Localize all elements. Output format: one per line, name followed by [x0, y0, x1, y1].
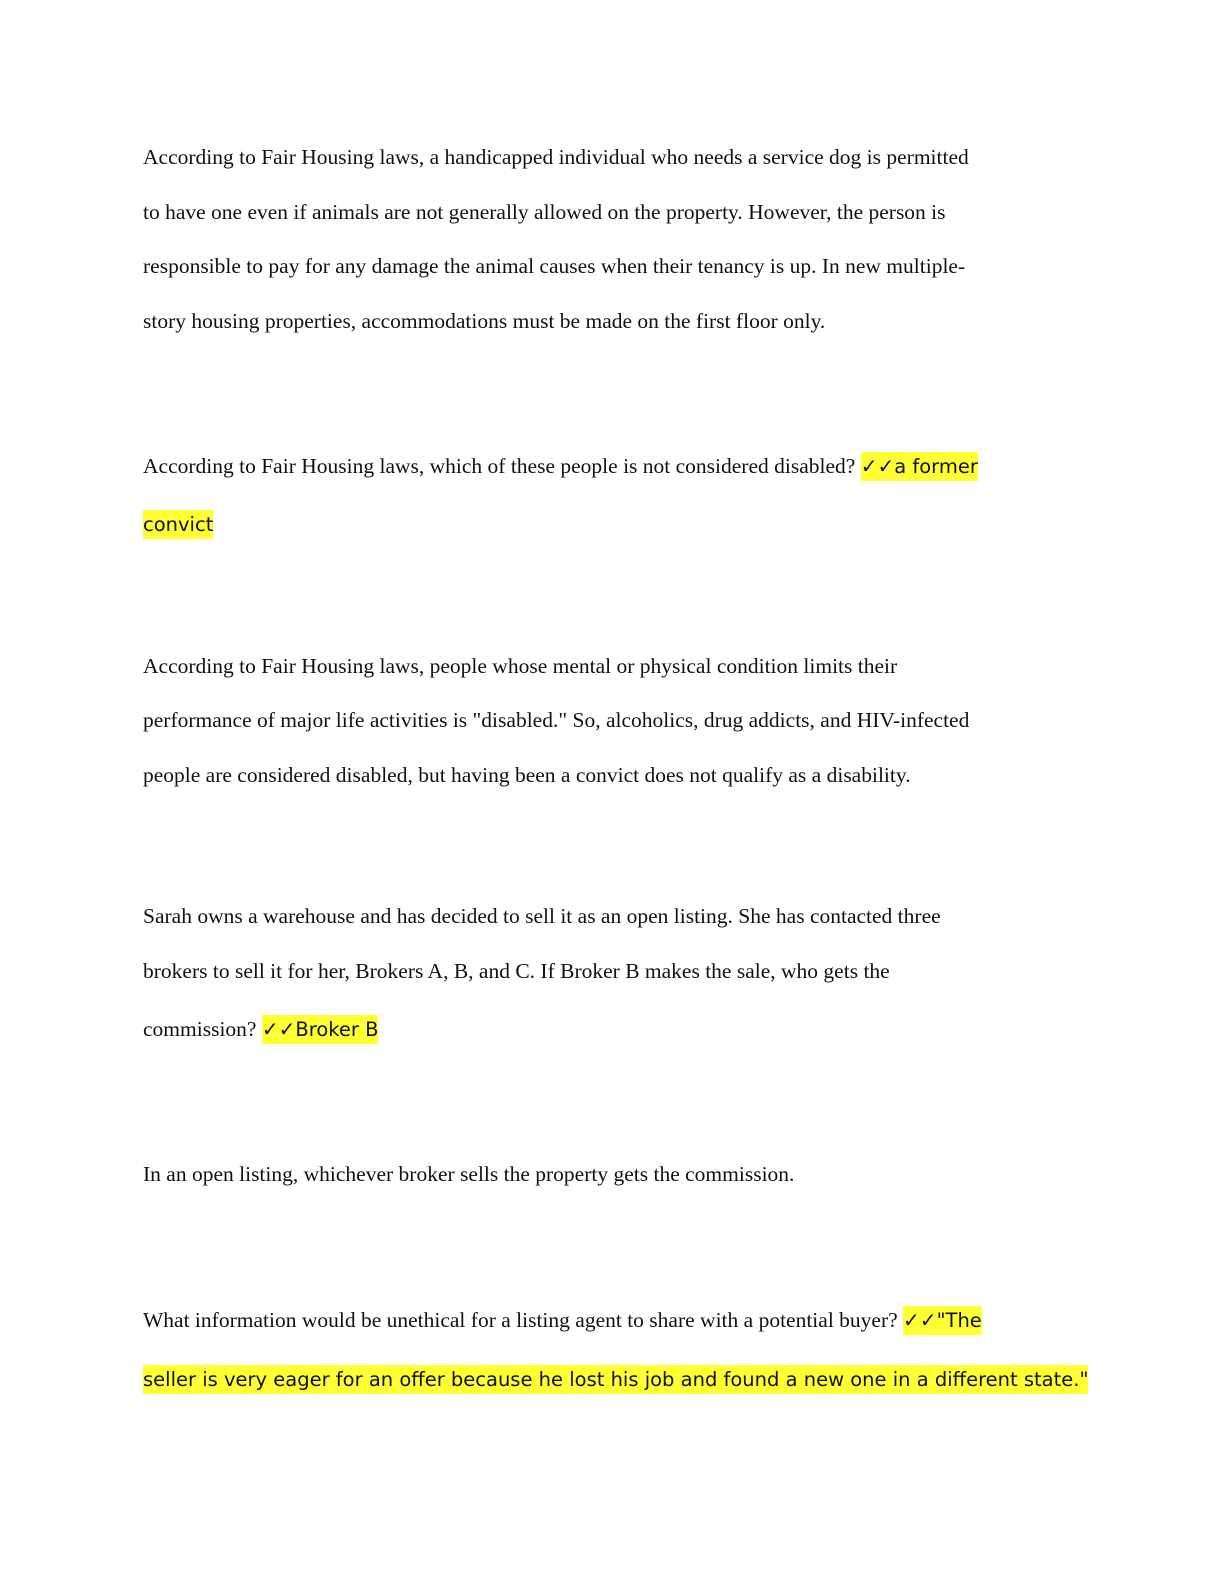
answer-line — [143, 1364, 1088, 1395]
question-text: According to Fair Housing laws, which of these people is not considered disabled? — [143, 454, 856, 478]
question-text: commission? — [143, 1017, 257, 1041]
paragraph-line: to have one even if animals are not generally allowed on the property. However, the person is — [143, 200, 946, 224]
answer-text: a former — [894, 455, 978, 478]
paragraph-line: According to Fair Housing laws, people whose mental or physical condition limits their — [143, 654, 898, 678]
highlighted-answer — [143, 1365, 1088, 1394]
highlighted-answer — [861, 452, 978, 481]
question-text: What information would be unethical for a listing agent to share with a potential buyer? — [143, 1308, 898, 1332]
answer-text: "The — [936, 1309, 982, 1332]
question-line: brokers to sell it for her, Brokers A, B, and C. If Broker B makes the sale, who gets the — [143, 959, 890, 983]
answer-text: Broker B — [295, 1018, 379, 1041]
paragraph-line: responsible to pay for any damage the animal causes when their tenancy is up. In new multiple- — [143, 254, 966, 278]
checkmark-icon: ✓✓ — [903, 1308, 937, 1332]
question-line — [143, 1014, 378, 1045]
highlighted-answer — [262, 1015, 379, 1044]
question-line — [143, 1305, 982, 1336]
question-line: Sarah owns a warehouse and has decided to sell it as an open listing. She has contacted three — [143, 904, 941, 928]
answer-text: seller is very eager for an offer because he lost his job and found a new one in a different state." — [143, 1368, 1089, 1391]
highlighted-answer — [903, 1306, 982, 1335]
paragraph-line: people are considered disabled, but having been a convict does not qualify as a disability. — [143, 763, 911, 787]
answer-line — [143, 509, 213, 540]
paragraph-line: In an open listing, whichever broker sells the property gets the commission. — [143, 1162, 795, 1186]
checkmark-icon: ✓✓ — [860, 454, 895, 478]
paragraph-line: According to Fair Housing laws, a handicapped individual who needs a service dog is permitted — [143, 145, 969, 169]
answer-text: convict — [143, 513, 214, 536]
question-line — [143, 451, 978, 482]
paragraph-line: performance of major life activities is "disabled." So, alcoholics, drug addicts, and HIV-infected — [143, 708, 970, 732]
checkmark-icon: ✓✓ — [261, 1017, 296, 1041]
highlighted-answer — [143, 510, 213, 539]
paragraph-line: story housing properties, accommodations must be made on the first floor only. — [143, 309, 826, 333]
